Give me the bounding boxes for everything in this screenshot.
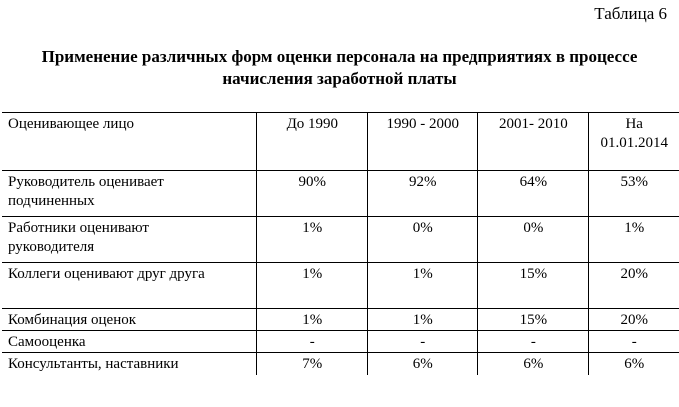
- row-label: Самооценка: [2, 331, 257, 353]
- table-row: [2, 353, 679, 375]
- cell-value: -: [257, 331, 368, 353]
- title-line-1: Применение различных форм оценки персонала на предприятиях в процессе: [41, 47, 638, 66]
- cell-value: 53%: [589, 171, 679, 217]
- assessment-table: [2, 112, 679, 375]
- cell-value: 90%: [257, 171, 368, 217]
- row-label: Работники оценивают руководителя: [2, 217, 257, 263]
- cell-value: 1%: [257, 217, 368, 263]
- cell-value: 20%: [589, 309, 679, 331]
- table-row: [2, 331, 679, 353]
- cell-value: 6%: [589, 353, 679, 375]
- table-row: [2, 263, 679, 309]
- header-period-3: 2001- 2010: [478, 113, 589, 171]
- row-label: Коллеги оценивают друг друга: [2, 263, 257, 309]
- header-assessor: Оценивающее лицо: [2, 113, 257, 171]
- table-number: Таблица 6: [594, 4, 667, 23]
- table-row: [2, 217, 679, 263]
- header-period-2: 1990 - 2000: [368, 113, 478, 171]
- cell-value: 6%: [368, 353, 478, 375]
- title-line-2: начисления заработной платы: [222, 69, 457, 88]
- row-label: Руководитель оценивает подчиненных: [2, 171, 257, 217]
- cell-value: 64%: [478, 171, 589, 217]
- cell-value: 1%: [257, 263, 368, 309]
- cell-value: 6%: [478, 353, 589, 375]
- cell-value: 1%: [368, 309, 478, 331]
- row-label: Консультанты, наставники: [2, 353, 257, 375]
- table-row: [2, 171, 679, 217]
- cell-value: -: [368, 331, 478, 353]
- row-label: Комбинация оценок: [2, 309, 257, 331]
- header-row: [2, 113, 679, 171]
- document-title: [0, 46, 679, 90]
- cell-value: 0%: [478, 217, 589, 263]
- cell-value: 0%: [368, 217, 478, 263]
- cell-value: 1%: [589, 217, 679, 263]
- cell-value: 92%: [368, 171, 478, 217]
- cell-value: 15%: [478, 309, 589, 331]
- table-row: [2, 309, 679, 331]
- cell-value: 15%: [478, 263, 589, 309]
- cell-value: 1%: [368, 263, 478, 309]
- cell-value: -: [478, 331, 589, 353]
- cell-value: 20%: [589, 263, 679, 309]
- cell-value: -: [589, 331, 679, 353]
- cell-value: 1%: [257, 309, 368, 331]
- header-period-4: На 01.01.2014: [589, 113, 679, 171]
- cell-value: 7%: [257, 353, 368, 375]
- header-period-1: До 1990: [257, 113, 368, 171]
